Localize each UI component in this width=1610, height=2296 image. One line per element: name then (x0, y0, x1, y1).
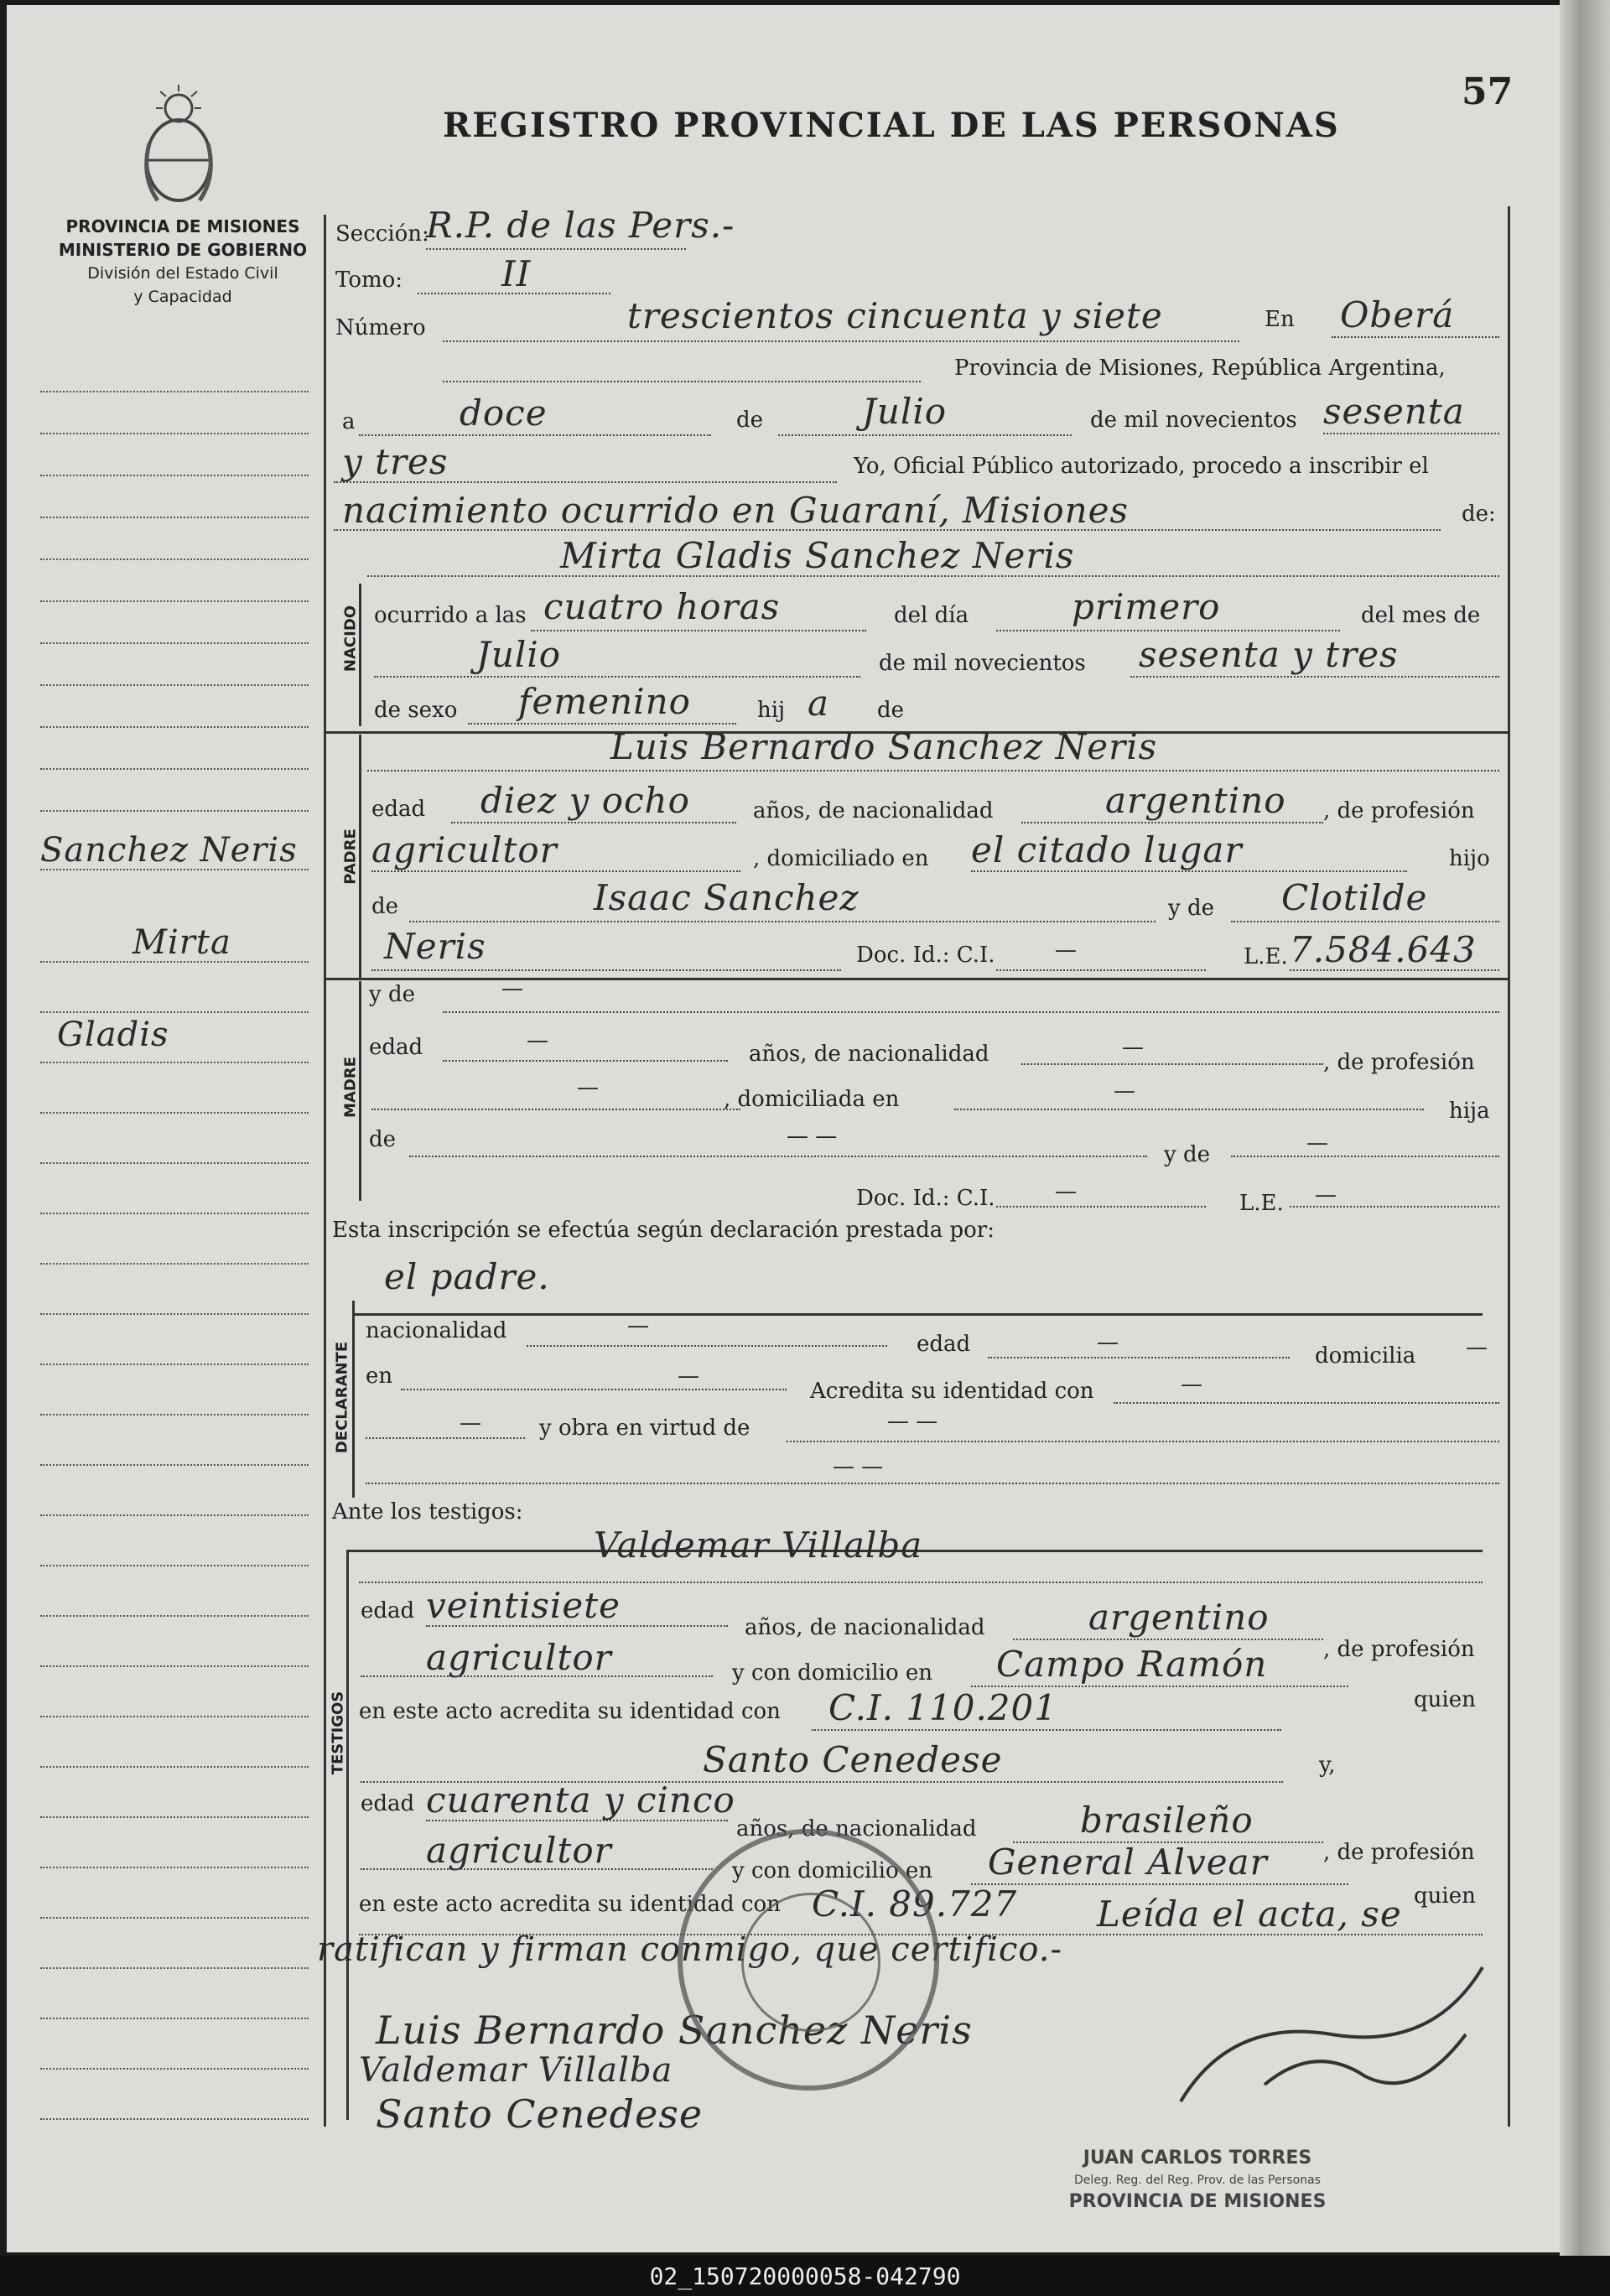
scan-identifier: 02_150720000058-042790 (0, 2256, 1610, 2296)
section-label-nacido: NACIDO (341, 605, 360, 673)
testigos-intro: Ante los testigos: (332, 1499, 523, 1525)
provincia-text: Provincia de Misiones, República Argentina, (954, 356, 1446, 381)
padre-prof-value: agricultor (371, 829, 558, 870)
signature-father: Luis Bernardo Sanchez Neris (376, 2008, 973, 2053)
madre-y-de-label: y de (369, 982, 415, 1007)
yo-text: Yo, Oficial Público autorizado, procedo a inscribir el (854, 454, 1429, 479)
anio-value: sesenta (1323, 391, 1465, 432)
hora-value: cuatro horas (543, 586, 781, 627)
closing-text-cont: ratifican y firman conmigo, que certifico.- (317, 1930, 1062, 1969)
testigo1-acredita-label: en este acto acredita su identidad con (359, 1699, 781, 1724)
signature-witness-2: Santo Cenedese (376, 2091, 704, 2137)
testigo1-edad-value: veintisiete (426, 1585, 621, 1626)
division-subtitle: y Capacidad (133, 288, 232, 306)
padre-doc-value: — (1055, 938, 1077, 963)
madre-prof-label: , de profesión (1323, 1050, 1475, 1075)
ocurrido-label: ocurrido a las (374, 603, 527, 628)
testigo2-prof-label: , de profesión (1323, 1840, 1475, 1865)
declarante-edad-label: edad (917, 1332, 971, 1357)
nacido-mes-value: Julio (476, 634, 562, 675)
padre-de-label: de (371, 894, 399, 919)
officer-block (1038, 2148, 1357, 2213)
book-binding-edge (1560, 0, 1610, 2256)
testigo1-edad-label: edad (361, 1598, 415, 1623)
padre-doc-label: Doc. Id.: C.I. (856, 943, 995, 968)
testigo2-prof-value: agricultor (426, 1830, 612, 1871)
madre-nac-label: años, de nacionalidad (749, 1042, 989, 1067)
page-number: 57 (1462, 70, 1514, 113)
testigo2-edad-label: edad (361, 1791, 415, 1816)
testigo1-prof-label: , de profesión (1323, 1637, 1475, 1662)
declarante-por-value: el padre. (384, 1256, 550, 1297)
madre-dom-value: — (1114, 1078, 1135, 1104)
madre-de-value: — — (787, 1124, 838, 1149)
mes-value: Julio (862, 391, 948, 432)
madre-de-label: de (369, 1127, 397, 1152)
testigo1-dom-value: Campo Ramón (996, 1644, 1268, 1685)
declarante-intro: Esta inscripción se efectúa según declaración prestada por: (332, 1218, 995, 1243)
testigo2-nac-value: brasileño (1080, 1800, 1254, 1841)
numero-value: trescientos cincuenta y siete (627, 295, 1163, 336)
section-label-madre: MADRE (341, 1057, 360, 1118)
a-label: a (342, 409, 356, 434)
testigo1-id-value: C.I. 110.201 (828, 1687, 1057, 1728)
padre-nombre-value: Luis Bernardo Sanchez Neris (610, 726, 1158, 767)
declarante-nac-value: — (627, 1313, 649, 1338)
testigo2-edad-value: cuarenta y cinco (426, 1779, 735, 1821)
madre-y-de2-value: — (1306, 1130, 1328, 1156)
margin-note-first-name: Mirta (132, 923, 231, 962)
madre-prof-value: — (577, 1075, 599, 1100)
signature-witness-1: Valdemar Villalba (359, 2051, 673, 2090)
margin-note-surname: Sanchez Neris (40, 831, 298, 870)
madre-doc-label: Doc. Id.: C.I. (856, 1186, 995, 1211)
abuela-value: Clotilde (1281, 877, 1428, 918)
de-label: de (736, 408, 764, 433)
testigo-y-label: y, (1319, 1753, 1336, 1778)
document-page (7, 5, 1575, 2252)
declarante-obra-label: y obra en virtud de (539, 1416, 750, 1441)
nacido-dia-value: primero (1072, 586, 1221, 627)
del-dia-label: del día (894, 603, 969, 628)
declarante-acredita-label: Acredita su identidad con (810, 1379, 1094, 1404)
testigo1-nac-value: argentino (1088, 1597, 1270, 1638)
en-value: Oberá (1340, 294, 1455, 335)
section-label-padre: PADRE (341, 829, 360, 885)
abuela-value-cont: Neris (384, 926, 486, 967)
padre-edad-label: edad (371, 797, 426, 822)
issuing-authority (40, 215, 325, 309)
official-seal-stamp (678, 1829, 939, 2091)
testigo1-quien-label: quien (1414, 1687, 1476, 1712)
declarante-acredita-value: — (1181, 1372, 1202, 1397)
madre-le-value: — (1315, 1182, 1337, 1208)
hijo-label: hijo (1449, 846, 1490, 871)
testigo2-dom-label: y con domicilio en (732, 1858, 933, 1883)
padre-prof-label: , de profesión (1323, 798, 1475, 823)
division-name: División del Estado Civil (87, 264, 278, 283)
padre-nac-label: años, de nacionalidad (753, 798, 994, 823)
testigo2-acredita-label: en este acto acredita su identidad con (359, 1892, 781, 1917)
nacimiento-value: nacimiento ocurrido en Guaraní, Misiones (342, 490, 1130, 531)
padre-nac-value: argentino (1105, 780, 1286, 821)
section-label-declarante: DECLARANTE (333, 1341, 351, 1454)
officer-role: Deleg. Reg. del Reg. Prov. de las Personas (1074, 2174, 1321, 2187)
seccion-label: Sección: (335, 221, 429, 247)
tomo-label: Tomo: (335, 268, 403, 293)
madre-dom-label: , domiciliada en (724, 1087, 900, 1112)
officer-province: PROVINCIA DE MISIONES (1068, 2191, 1327, 2212)
testigo2-quien-label: quien (1414, 1883, 1476, 1909)
madre-y-de2-label: y de (1164, 1142, 1210, 1167)
mil-label: de mil novecientos (1090, 408, 1297, 433)
sexo-value: femenino (518, 681, 691, 722)
nacido-de-label: de (877, 698, 905, 723)
declarante-nac-label: nacionalidad (366, 1318, 507, 1343)
declarante-dom-label: domicilia (1315, 1343, 1416, 1369)
tomo-value: II (501, 253, 532, 294)
seccion-value: R.P. de las Pers.- (426, 205, 735, 246)
testigo2-nac-label: años, de nacionalidad (736, 1816, 977, 1841)
right-margin-rule (1508, 206, 1510, 2127)
sexo-label: de sexo (374, 698, 458, 723)
padre-edad-value: diez y ocho (480, 780, 690, 821)
testigo2-dom-value: General Alvear (988, 1841, 1268, 1883)
declarante-obra-value: — — (887, 1409, 938, 1434)
declarante-obra-prefix: — (460, 1410, 481, 1436)
dia-value: doce (460, 392, 548, 434)
testigo1-dom-label: y con domicilio en (732, 1660, 933, 1686)
declarante-edad-value: — (1097, 1330, 1119, 1355)
padre-dom-value: el citado lugar (971, 829, 1243, 870)
anio-value-cont: y tres (342, 441, 449, 482)
madre-y-de-value: — (501, 976, 523, 1001)
madre-le-label: L.E. (1239, 1191, 1284, 1216)
declarante-en-value: — (678, 1364, 699, 1389)
coat-of-arms-icon (132, 85, 225, 210)
ministry-name: MINISTERIO DE GOBIERNO (58, 240, 308, 260)
nombre-value: Mirta Gladis Sanchez Neris (560, 535, 1075, 576)
nacido-mil-label: de mil novecientos (879, 651, 1086, 676)
declarante-en-label: en (366, 1364, 393, 1389)
margin-note-second-name: Gladis (57, 1016, 169, 1054)
en-label: En (1265, 307, 1295, 332)
officer-signature-icon (1164, 1917, 1499, 2127)
testigo1-nac-label: años, de nacionalidad (745, 1615, 985, 1640)
testigo2-id-value: C.I. 89.727 (812, 1883, 1018, 1925)
testigo2-nombre: Santo Cenedese (703, 1739, 1003, 1780)
declarante-obra-value-cont: — — (833, 1454, 884, 1479)
hija-label: hija (1449, 1099, 1490, 1124)
closing-text: Leída el acta, se (1097, 1893, 1402, 1935)
left-margin-rule (324, 215, 326, 2127)
padre-le-value: 7.584.643 (1290, 929, 1477, 970)
document-title: REGISTRO PROVINCIAL DE LAS PERSONAS (443, 106, 1340, 145)
padre-le-label: L.E. (1244, 944, 1288, 969)
abuelo-value: Isaac Sanchez (594, 877, 860, 918)
padre-y-de-label: y de (1168, 896, 1214, 921)
testigo1-prof-value: agricultor (426, 1637, 612, 1678)
nacido-anio-value: sesenta y tres (1139, 634, 1399, 675)
declarante-dom-value: — (1466, 1335, 1488, 1360)
hij-value: a (808, 683, 830, 724)
province-name: PROVINCIA DE MISIONES (65, 216, 300, 236)
padre-dom-label: , domiciliado en (753, 846, 929, 871)
testigo1-nombre: Valdemar Villalba (594, 1525, 923, 1566)
madre-edad-value: — (527, 1028, 548, 1053)
madre-edad-label: edad (369, 1035, 423, 1060)
officer-name: JUAN CARLOS TORRES (1083, 2148, 1312, 2169)
hij-label: hij (757, 698, 786, 723)
madre-nac-value: — (1122, 1035, 1144, 1060)
numero-label: Número (335, 315, 426, 340)
section-label-testigos: TESTIGOS (329, 1691, 347, 1775)
madre-doc-value: — (1055, 1179, 1077, 1204)
de-colon-label: de: (1462, 501, 1496, 527)
del-mes-label: del mes de (1361, 603, 1481, 628)
